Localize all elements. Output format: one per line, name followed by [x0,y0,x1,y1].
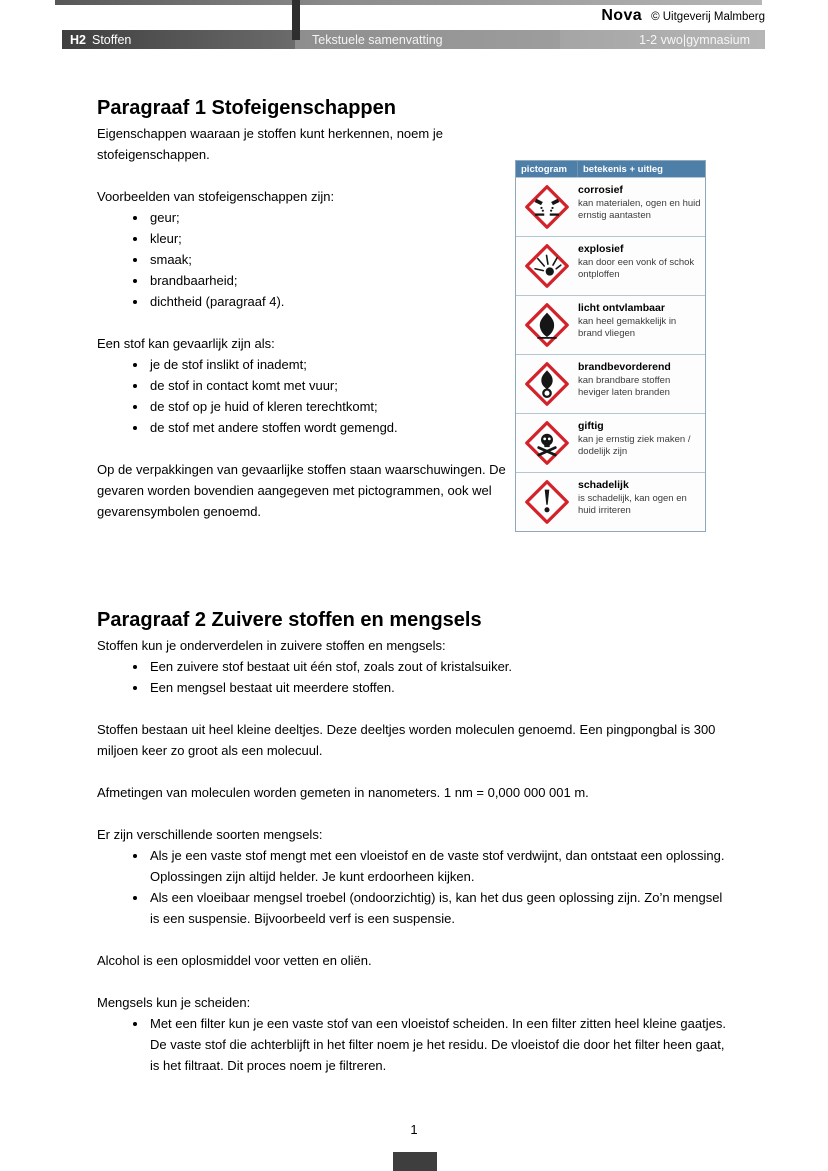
table-row [516,354,705,413]
separation-list [97,1013,730,1076]
mixtures-lead: Er zijn verschillende soorten mengsels: [97,827,323,842]
separation-lead: Mengsels kun je scheiden: [97,995,251,1010]
hazard-pictogram-table [515,160,706,532]
section-1 [97,96,737,532]
table-row [516,295,705,354]
pictogram-cell [516,237,578,295]
doc-type-label: Tekstuele samenvatting [312,32,443,47]
hazard-description: kan brandbare stoffen heviger laten branden [578,375,671,398]
column-header-pictogram: pictogram [516,161,578,177]
pictogram-cell [516,296,578,354]
pictogram-cell [516,473,578,531]
explosive-icon [524,243,570,289]
nanometer-paragraph: Afmetingen van moleculen worden gemeten in nanometers. 1 nm = 0,000 000 001 m. [97,785,589,800]
list-item: • Een mengsel bestaat uit meerdere stoffen. [148,677,730,698]
brand-logo: Nova [601,7,643,24]
oxidizing-icon [524,361,570,407]
hazard-description: kan heel gemakkelijk in brand vliegen [578,316,677,339]
list-item: • je de stof inslikt of inademt; [148,354,509,375]
pictogram-cell [516,178,578,236]
pictogram-cell [516,355,578,413]
table-row [516,177,705,236]
section-1-intro: Eigenschappen waaraan je stoffen kunt herkennen, noem je stofeigenschappen. [97,126,443,162]
list-item: • kleur; [148,228,509,249]
flammable-icon [524,302,570,348]
section-2 [97,608,730,1076]
list-item: • de stof met andere stoffen wordt gemengd. [148,417,509,438]
hazard-title: licht ontvlambaar [578,302,665,314]
hazard-title: corrosief [578,184,623,196]
publisher-meta [601,7,765,25]
list-item: • de stof in contact komt met vuur; [148,375,509,396]
list-item: • dichtheid (paragraaf 4). [148,291,509,312]
doc-type-segment [295,30,560,49]
list-item: • Als je een vaste stof mengt met een vloeistof en de vaste stof verdwijnt, dan ontstaat een oplossing. Oplossingen zijn altijd helder. Je kunt erdoorheen kijken. [148,845,730,887]
table-row [516,236,705,295]
copyright-text: © Uitgeverij Malmberg [651,11,765,23]
page-content [97,96,737,1076]
meaning-cell [578,296,705,354]
level-segment [560,30,765,49]
section-2-title: Paragraaf 2 Zuivere stoffen en mengsels [97,609,482,631]
meaning-cell [578,355,705,413]
footer-block [393,1152,437,1171]
corrosive-icon [524,184,570,230]
chapter-segment [62,30,295,49]
meaning-cell [578,473,705,531]
hazard-description: kan door een vonk of schok ontploffen [578,257,695,280]
column-header-meaning: betekenis + uitleg [583,163,663,175]
list-item: • Met een filter kun je een vaste stof van een vloeistof scheiden. In een filter zitten heel kleine gaatjes. De vaste stof die achterblijft in het filter noem je het residu. De vloeistof die door het filter heen gaat, is het filtraat. Dit proces noem je filtreren. [148,1013,730,1076]
chapter-code: H2 [70,32,86,47]
top-divider-tick [292,0,300,40]
table-header-row [516,161,705,177]
list-item: • geur; [148,207,509,228]
chapter-header-bar [62,30,765,49]
hazard-title: schadelijk [578,479,629,491]
warning-paragraph: Op de verpakkingen van gevaarlijke stoffen staan waarschuwingen. De gevaren worden bovendien aangegeven met pictogrammen, ook wel gevarensymbolen genoemd. [97,462,506,519]
table-row [516,472,705,531]
list-item: • brandbaarheid; [148,270,509,291]
section-2-lead: Stoffen kun je onderverdelen in zuivere stoffen en mengsels: [97,638,446,653]
list-item: • Een zuivere stof bestaat uit één stof, zoals zout of kristalsuiker. [148,656,730,677]
toxic-icon [524,420,570,466]
mixtures-list [97,845,730,929]
danger-lead: Een stof kan gevaarlijk zijn als: [97,336,275,351]
examples-lead: Voorbeelden van stofeigenschappen zijn: [97,189,335,204]
table-row [516,413,705,472]
meaning-cell [578,178,705,236]
list-item: • Als een vloeibaar mengsel troebel (ondoorzichtig) is, kan het dus geen oplossing zijn. Zo’n mengsel is een suspensie. Bijvoorbeeld verf is een suspensie. [148,887,730,929]
examples-list [97,207,509,312]
page-number: 1 [410,1122,418,1137]
hazard-title: explosief [578,243,624,255]
meaning-cell [578,414,705,472]
molecules-paragraph: Stoffen bestaan uit heel kleine deeltjes. Deze deeltjes worden moleculen genoemd. Een pingpongbal is 300 miljoen keer zo groot als een molecuul. [97,722,716,758]
hazard-description: is schadelijk, kan ogen en huid irriteren [578,493,687,516]
list-item: • de stof op je huid of kleren terechtkomt; [148,396,509,417]
list-item: • smaak; [148,249,509,270]
chapter-title: Stoffen [91,32,132,47]
level-label: 1-2 vwo|gymnasium [639,32,750,47]
danger-list [97,354,509,438]
pictogram-cell [516,414,578,472]
harmful-icon [524,479,570,525]
hazard-description: kan je ernstig ziek maken / dodelijk zijn [578,434,691,457]
alcohol-paragraph: Alcohol is een oplosmiddel voor vetten en oliën. [97,953,372,968]
hazard-title: giftig [578,420,604,432]
section-1-title: Paragraaf 1 Stofeigenschappen [97,97,396,119]
meaning-cell [578,237,705,295]
top-divider-strip [55,0,762,5]
hazard-description: kan materialen, ogen en huid ernstig aantasten [578,198,701,221]
section-1-text-column [97,96,509,522]
subdivision-list [97,656,730,698]
hazard-title: brandbevorderend [578,361,671,373]
